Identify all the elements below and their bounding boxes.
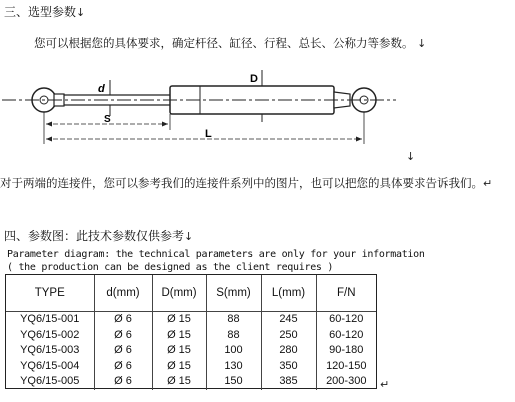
table-cell: YQ6/15-004 [6,359,94,375]
table-row [6,343,376,359]
table-cell: YQ6/15-005 [6,374,94,390]
table-cell: 88 [206,328,261,344]
table-header-row [6,275,376,312]
return-mark-icon: ↵ [483,177,493,190]
connector-note-text: 对于两端的连接件，您可以参考我们的连接件系列中的图片，也可以把您的具体要求告诉我们。 [0,176,483,190]
gas-spring-diagram [0,64,400,154]
table-cell: 245 [261,312,316,328]
selection-intro-text: 您可以根据您的具体要求，确定杆径、缸径、行程、总长、公称力等参数。 [34,36,414,50]
return-mark-icon: ↵ [380,378,390,391]
table-cell: YQ6/15-002 [6,328,94,344]
table-row [6,328,376,344]
table-cell: Ø 15 [152,343,206,359]
return-mark-icon: ↓ [76,6,86,19]
return-mark-icon: ↓ [406,150,416,163]
table-cell: Ø 15 [152,374,206,390]
column-header: S(mm) [206,275,261,312]
section-3-title: 三、选型参数 [4,5,77,19]
stroke-arrow-right [162,122,168,127]
length-arrow-left [46,137,52,142]
column-header: D(mm) [152,275,206,312]
table-caption-line-2: ( the production can be designed as the client requires ) [7,262,334,273]
table-caption-line-1: Parameter diagram: the technical parameters are only for your information [7,249,425,260]
D-label: D [250,73,258,85]
table-cell: Ø 15 [152,312,206,328]
column-header: TYPE [6,275,94,312]
section-4-heading [4,227,193,244]
length-arrow-right [356,137,362,142]
S-label: S [104,114,111,125]
table-cell: 60-120 [329,313,364,326]
L-label: L [205,128,212,140]
parameter-table [5,274,377,389]
table-cell: 120-150 [326,359,367,372]
column-header: L(mm) [261,275,316,312]
table-row [6,359,376,375]
table-row [6,312,376,328]
return-mark-icon: ↓ [417,37,427,50]
table-cell: 350 [261,359,316,375]
table-cell: 150 [206,374,261,390]
column-header: d(mm) [94,275,152,312]
table-cell: 385 [261,374,316,390]
stroke-arrow-left [46,122,52,127]
table-row [6,374,376,390]
table-cell: 200-300 [326,375,367,388]
table-cell: 100 [206,343,261,359]
table-cell: Ø 6 [94,374,152,390]
table-cell: 130 [206,359,261,375]
table-cell: 90-180 [329,344,364,357]
connector-note [0,175,515,191]
d-label: d [98,83,105,95]
return-mark-icon: ↓ [184,230,194,243]
table-cell: Ø 6 [94,312,152,328]
table-cell: YQ6/15-003 [6,343,94,359]
table-cell: YQ6/15-001 [6,312,94,328]
table-cell: 280 [261,343,316,359]
table-cell: 250 [261,328,316,344]
table-cell: 88 [206,312,261,328]
table-cell: 60-120 [329,328,364,341]
parameter-table-grid [6,275,376,390]
table-cell: Ø 6 [94,359,152,375]
selection-intro [34,35,426,51]
table-cell: Ø 6 [94,328,152,344]
table-cell: Ø 15 [152,328,206,344]
table-cell: Ø 6 [94,343,152,359]
section-4-title: 四、参数图：此技术参数仅供参考 [4,229,185,243]
table-cell: Ø 15 [152,359,206,375]
section-3-heading [4,3,85,20]
column-header: F/N [316,275,376,312]
